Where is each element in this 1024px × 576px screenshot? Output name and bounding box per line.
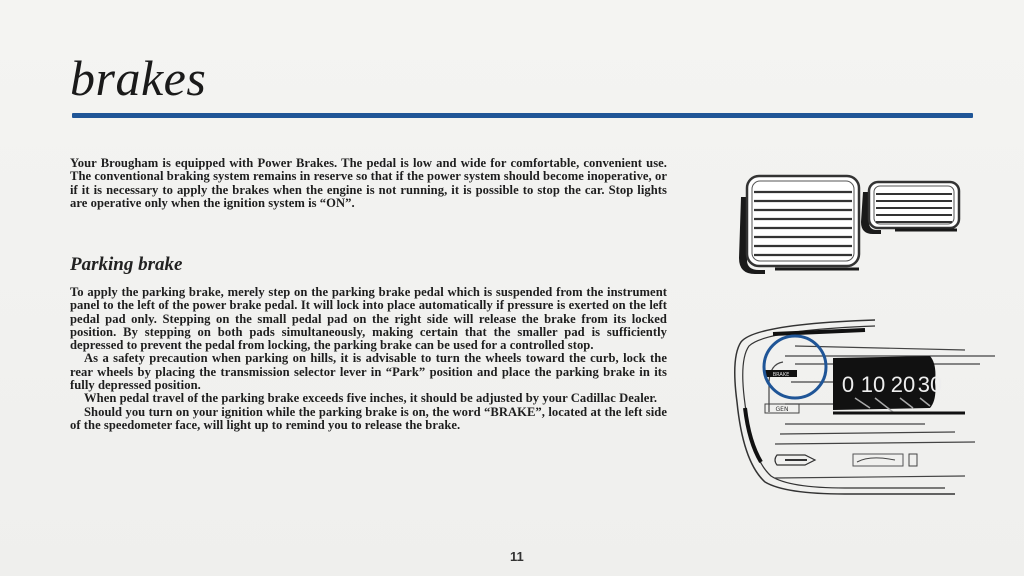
- svg-text:0: 0: [841, 372, 855, 397]
- title-rule: [72, 113, 973, 118]
- intro-paragraph: Your Brougham is equipped with Power Brakes. The pedal is low and wide for comfortable, convenient use. The conventional braking system remains in reserve so that if the power system should become inoperative, or if it is necessary to apply the brakes when the engine is not running, it is possible to stop the car. Stop lights are operative only when the ignition system is “ON”.: [70, 156, 667, 210]
- pedals-icon: [735, 172, 965, 277]
- brake-pedals-illustration: [735, 172, 965, 277]
- intro-section: [70, 157, 667, 210]
- svg-text:20: 20: [890, 372, 916, 397]
- parking-paragraph-3: When pedal travel of the parking brake exceeds five inches, it should be adjusted by your Cadillac Dealer.: [84, 391, 658, 406]
- parking-brake-section: [70, 286, 667, 432]
- parking-paragraph-1: To apply the parking brake, merely step on the parking brake pedal which is suspended from the instrument panel to the left of the power brake pedal. It will lock into place automatically if pressure is exerted on the left pedal pad only. Stepping on the small pedal pad on the right side will release the brake from its locked position. By stepping on both pads simultaneously, making certain that the smaller pad is sufficiently depressed to prevent the pedal from locking, the parking brake can be used for a controlled stop.: [70, 285, 667, 353]
- speedometer-illustration: [725, 312, 1000, 497]
- parking-paragraph-2: As a safety precaution when parking on hills, it is advisable to turn the wheels toward the curb, lock the rear wheels by placing the transmission selector lever in “Park” position and place the parking brake in its fully depressed position.: [70, 351, 667, 393]
- page-number: 11: [510, 549, 524, 564]
- speedometer-icon: [725, 312, 1000, 497]
- svg-text:BRAKE: BRAKE: [772, 372, 790, 378]
- svg-text:30: 30: [917, 372, 943, 397]
- parking-paragraph-4: Should you turn on your ignition while the parking brake is on, the word “BRAKE”, located at the left side of the speedometer face, will light up to remind you to release the brake.: [70, 404, 667, 432]
- parking-brake-heading: Parking brake: [70, 254, 183, 275]
- svg-text:10: 10: [860, 372, 886, 397]
- page-title: brakes: [70, 50, 207, 106]
- svg-text:GEN: GEN: [775, 406, 789, 413]
